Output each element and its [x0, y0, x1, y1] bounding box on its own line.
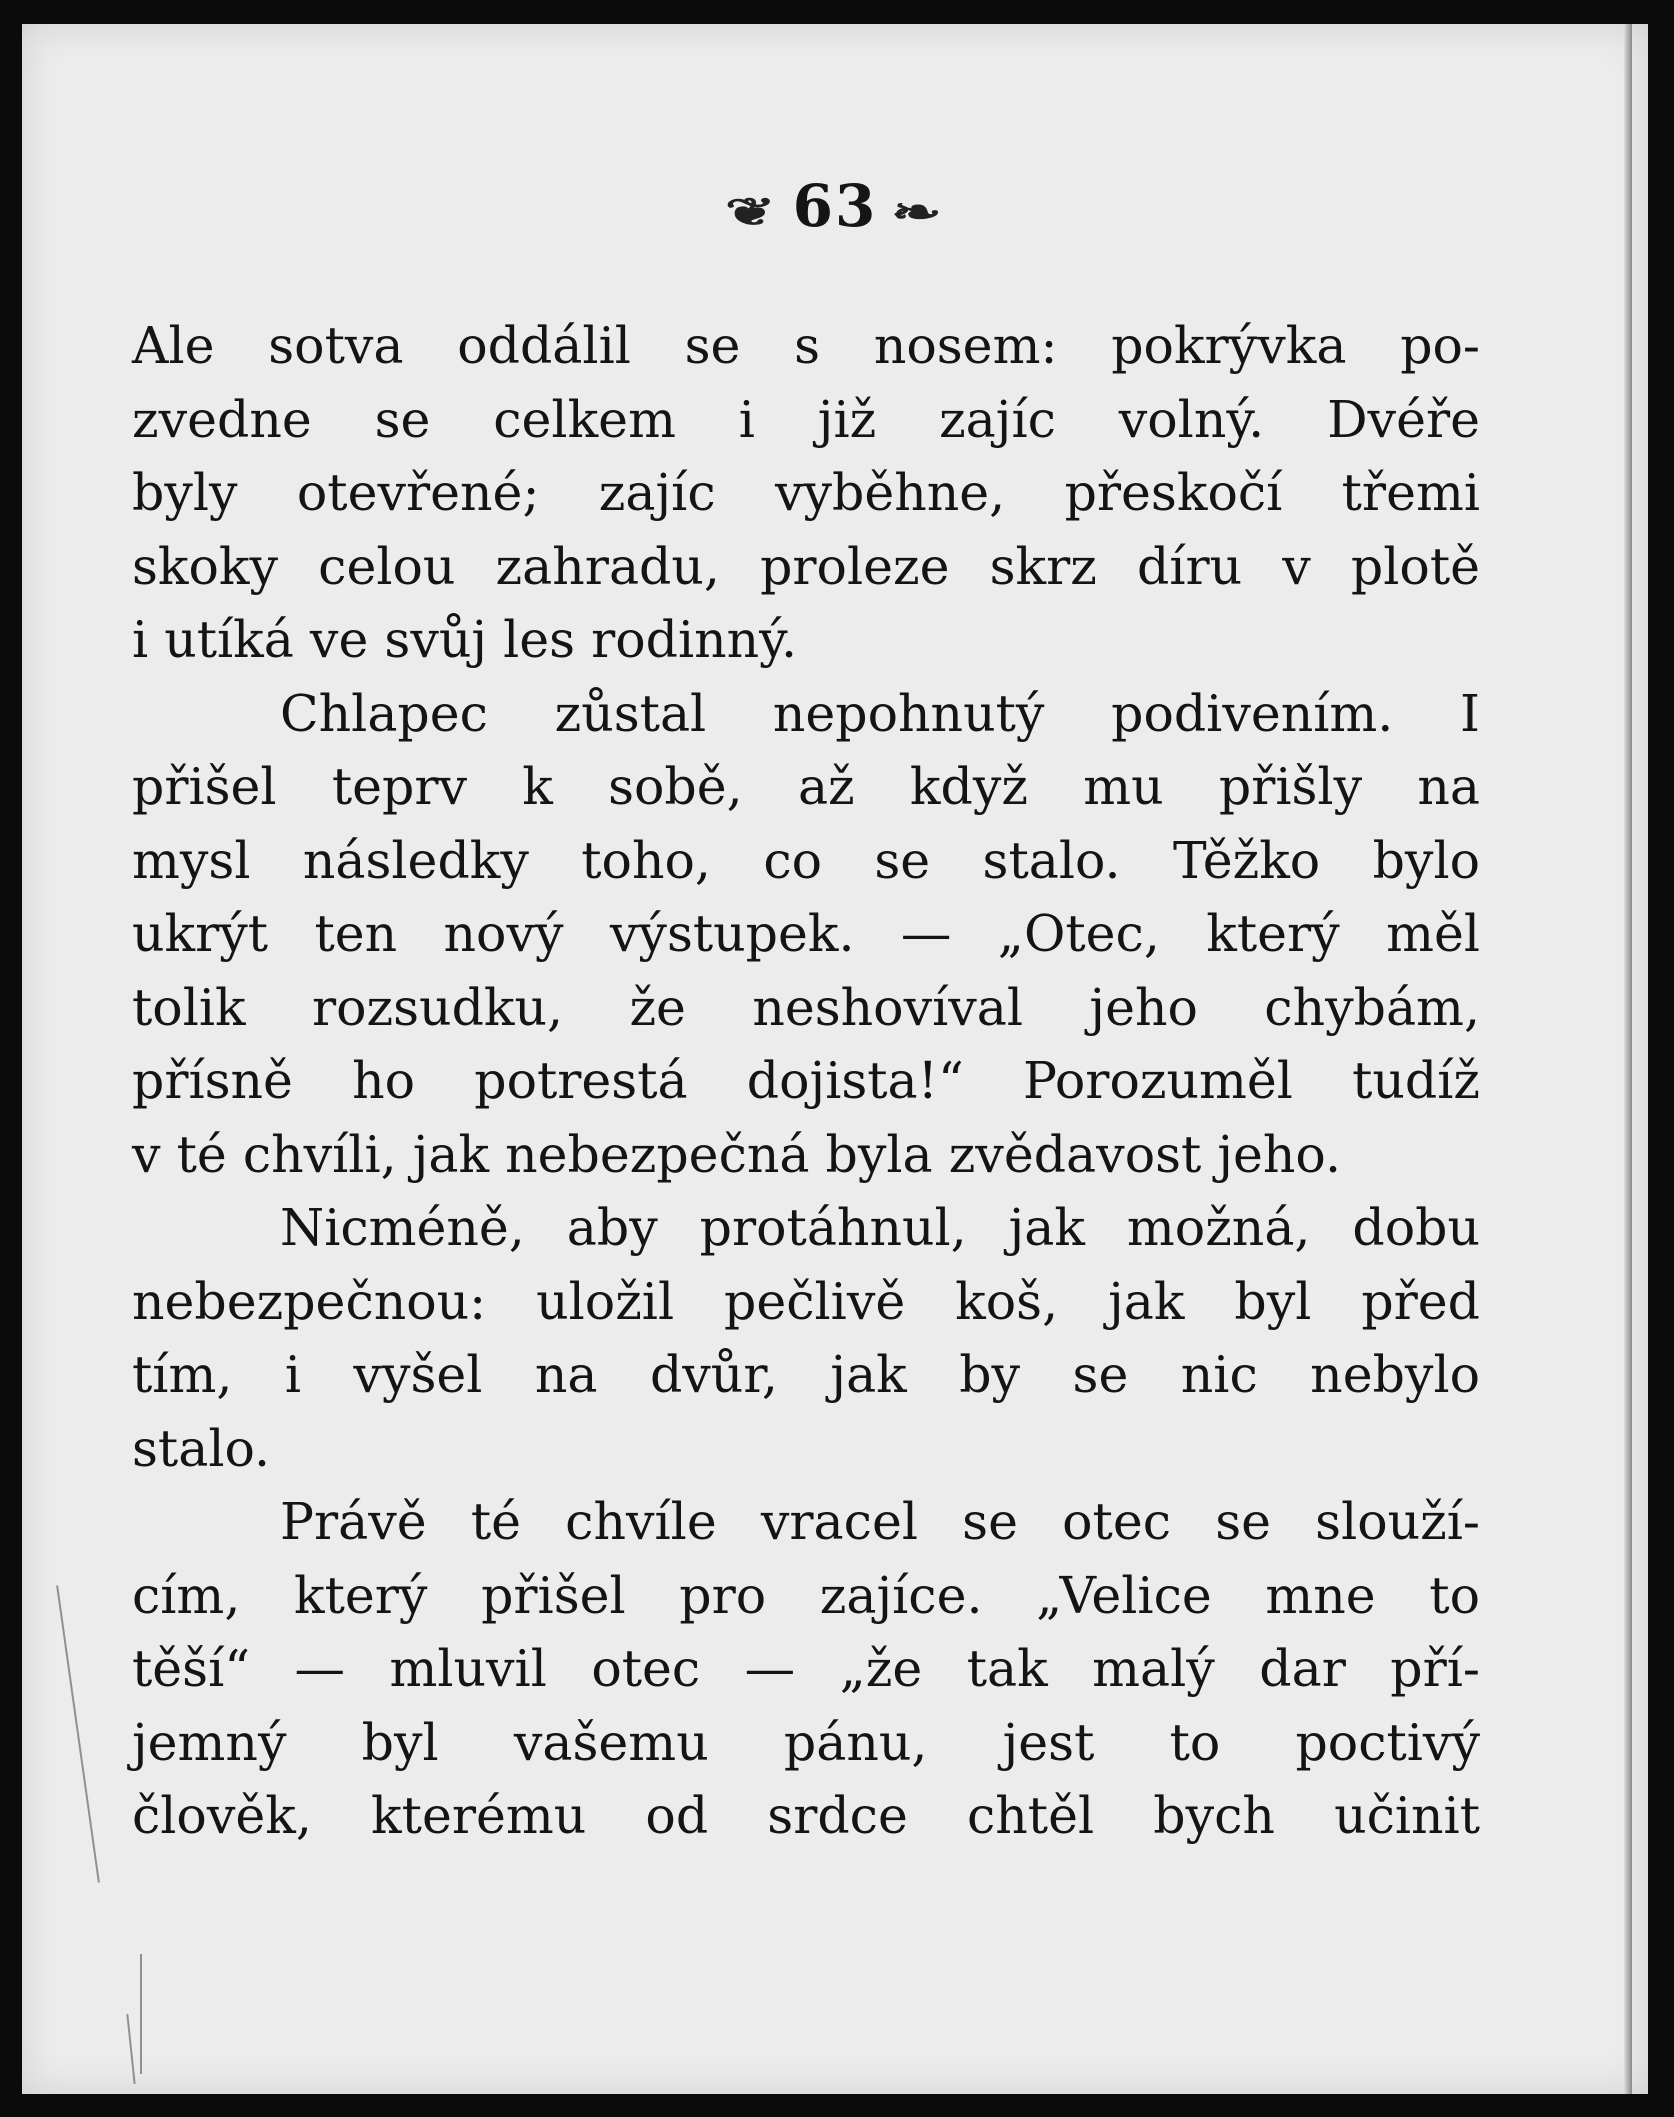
text-line: přísně ho potrestá dojista!“ Porozuměl tudíž: [132, 1051, 1480, 1110]
paragraph-1: [132, 309, 1480, 677]
text-line: těší“ — mluvil otec — „že tak malý dar pří-: [132, 1639, 1480, 1698]
text-line: přišel teprv k sobě, až když mu přišly na: [132, 757, 1480, 816]
text-line: Právě té chvíle vracel se otec se slouží-: [280, 1492, 1480, 1551]
text-line: byly otevřené; zajíc vyběhne, přeskočí třemi: [132, 463, 1480, 522]
text-line: jemný byl vašemu pánu, jest to poctivý: [132, 1712, 1480, 1772]
text-line: tolik rozsudku, že neshovíval jeho chybám,: [132, 977, 1480, 1037]
left-ornament-icon: ❦: [724, 188, 779, 234]
text-line: Chlapec zůstal nepohnutý podivením. I: [280, 683, 1480, 743]
text-line: Nicméně, aby protáhnul, jak možná, dobu: [280, 1198, 1480, 1257]
paragraph-3: [132, 1191, 1480, 1485]
text-line: tím, i vyšel na dvůr, jak by se nic nebylo: [132, 1345, 1480, 1404]
text-line: Ale sotva oddálil se s nosem: pokrývka po-: [132, 316, 1480, 375]
scan-scratch: [56, 1585, 100, 1882]
scan-scratch: [140, 1954, 142, 2074]
page-header: [22, 172, 1648, 240]
paper-sheet: [22, 24, 1648, 2094]
text-line: skoky celou zahradu, proleze skrz díru v plotě: [132, 536, 1480, 596]
text-line: zvedne se celkem i již zajíc volný. Dvéře: [132, 389, 1480, 449]
scan-scratch: [126, 2014, 135, 2084]
paragraph-2: [132, 677, 1480, 1192]
page-number: 63: [792, 172, 878, 240]
paragraph-4: [132, 1485, 1480, 1853]
right-ornament-icon: ❧: [891, 188, 946, 234]
text-line: stalo.: [132, 1418, 271, 1478]
text-line: ukrýt ten nový výstupek. — „Otec, který měl: [132, 904, 1480, 963]
text-line: člověk, kterému od srdce chtěl bych učinit: [132, 1786, 1480, 1845]
text-line: i utíká ve svůj les rodinný.: [132, 610, 798, 669]
text-line: mysl následky toho, co se stalo. Těžko bylo: [132, 830, 1480, 890]
text-line: nebezpečnou: uložil pečlivě koš, jak byl před: [132, 1271, 1480, 1331]
paper-edge-shadow: [1624, 24, 1632, 2094]
text-line: cím, který přišel pro zajíce. „Velice mne to: [132, 1565, 1480, 1625]
text-line: v té chvíli, jak nebezpečná byla zvědavost jeho.: [132, 1124, 1341, 1184]
body-text: [132, 309, 1480, 1853]
